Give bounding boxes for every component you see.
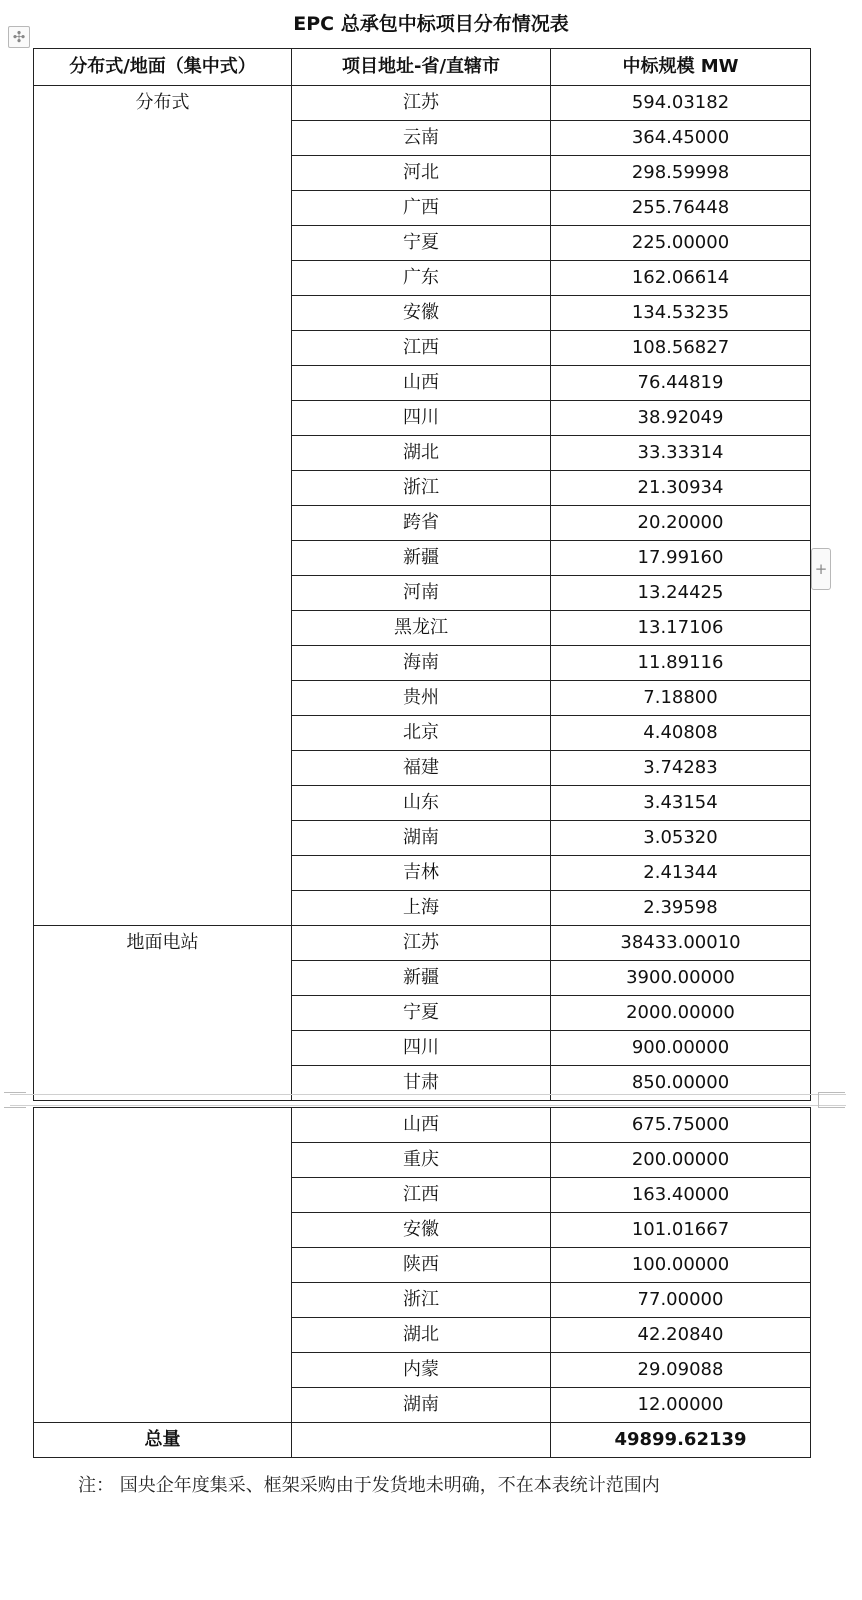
mw-cell: 13.24425 (551, 576, 811, 611)
mw-cell: 2000.00000 (551, 996, 811, 1031)
province-cell: 山西 (292, 1108, 551, 1143)
province-cell: 湖南 (292, 1388, 551, 1423)
province-cell: 浙江 (292, 1283, 551, 1318)
mw-cell: 100.00000 (551, 1248, 811, 1283)
mw-cell: 38.92049 (551, 401, 811, 436)
province-cell: 江苏 (292, 926, 551, 961)
mw-cell: 13.17106 (551, 611, 811, 646)
mw-cell: 2.39598 (551, 891, 811, 926)
mw-cell: 4.40808 (551, 716, 811, 751)
mw-cell: 3.05320 (551, 821, 811, 856)
province-cell: 江西 (292, 1178, 551, 1213)
province-cell: 甘肃 (292, 1066, 551, 1101)
province-cell: 贵州 (292, 681, 551, 716)
province-cell: 山西 (292, 366, 551, 401)
province-cell: 云南 (292, 121, 551, 156)
mw-cell: 17.99160 (551, 541, 811, 576)
province-cell: 海南 (292, 646, 551, 681)
mw-cell: 675.75000 (551, 1108, 811, 1143)
page-break-divider (10, 1094, 846, 1106)
mw-cell: 3900.00000 (551, 961, 811, 996)
province-cell: 福建 (292, 751, 551, 786)
header-province: 项目地址-省/直辖市 (292, 49, 551, 86)
mw-cell: 134.53235 (551, 296, 811, 331)
mw-cell: 21.30934 (551, 471, 811, 506)
category-cell: 地面电站 (34, 926, 292, 1101)
mw-cell: 2.41344 (551, 856, 811, 891)
page-break-marker-left (4, 1092, 26, 1108)
mw-cell: 101.01667 (551, 1213, 811, 1248)
category-cell-continued (34, 1108, 292, 1423)
mw-cell: 7.18800 (551, 681, 811, 716)
header-row (34, 49, 811, 86)
province-cell: 跨省 (292, 506, 551, 541)
province-cell: 广东 (292, 261, 551, 296)
province-cell: 新疆 (292, 541, 551, 576)
mw-cell: 900.00000 (551, 1031, 811, 1066)
mw-cell: 163.40000 (551, 1178, 811, 1213)
mw-cell: 77.00000 (551, 1283, 811, 1318)
category-cell: 分布式 (34, 86, 292, 926)
total-province (292, 1423, 551, 1458)
province-cell: 江西 (292, 331, 551, 366)
table-row (34, 86, 811, 121)
province-cell: 四川 (292, 401, 551, 436)
province-cell: 浙江 (292, 471, 551, 506)
mw-cell: 850.00000 (551, 1066, 811, 1101)
mw-cell: 162.06614 (551, 261, 811, 296)
table-row (34, 1108, 811, 1143)
table-row (34, 926, 811, 961)
mw-cell: 225.00000 (551, 226, 811, 261)
province-cell: 江苏 (292, 86, 551, 121)
province-cell: 内蒙 (292, 1353, 551, 1388)
province-cell: 广西 (292, 191, 551, 226)
mw-cell: 42.20840 (551, 1318, 811, 1353)
province-cell: 新疆 (292, 961, 551, 996)
province-cell: 宁夏 (292, 996, 551, 1031)
mw-cell: 38433.00010 (551, 926, 811, 961)
province-cell: 山东 (292, 786, 551, 821)
epc-distribution-table-page2 (33, 1107, 811, 1458)
table-title: EPC 总承包中标项目分布情况表 (293, 13, 569, 35)
mw-cell: 3.43154 (551, 786, 811, 821)
province-cell: 安徽 (292, 296, 551, 331)
mw-cell: 12.00000 (551, 1388, 811, 1423)
province-cell: 黑龙江 (292, 611, 551, 646)
header-type: 分布式/地面（集中式） (34, 49, 292, 86)
province-cell: 陕西 (292, 1248, 551, 1283)
mw-cell: 33.33314 (551, 436, 811, 471)
mw-cell: 594.03182 (551, 86, 811, 121)
province-cell: 宁夏 (292, 226, 551, 261)
total-mw: 49899.62139 (551, 1423, 811, 1458)
mw-cell: 200.00000 (551, 1143, 811, 1178)
province-cell: 上海 (292, 891, 551, 926)
mw-cell: 29.09088 (551, 1353, 811, 1388)
page-break-marker-right (818, 1092, 845, 1108)
mw-cell: 20.20000 (551, 506, 811, 541)
total-row (34, 1423, 811, 1458)
province-cell: 四川 (292, 1031, 551, 1066)
province-cell: 河南 (292, 576, 551, 611)
province-cell: 北京 (292, 716, 551, 751)
province-cell: 湖北 (292, 436, 551, 471)
table-move-handle-icon[interactable]: ✣ (8, 26, 30, 48)
province-cell: 湖北 (292, 1318, 551, 1353)
header-mw: 中标规模 MW (551, 49, 811, 86)
province-cell: 湖南 (292, 821, 551, 856)
add-row-icon[interactable]: + (811, 548, 831, 590)
province-cell: 吉林 (292, 856, 551, 891)
province-cell: 河北 (292, 156, 551, 191)
mw-cell: 364.45000 (551, 121, 811, 156)
province-cell: 安徽 (292, 1213, 551, 1248)
mw-cell: 76.44819 (551, 366, 811, 401)
mw-cell: 108.56827 (551, 331, 811, 366)
province-cell: 重庆 (292, 1143, 551, 1178)
mw-cell: 11.89116 (551, 646, 811, 681)
mw-cell: 255.76448 (551, 191, 811, 226)
epc-distribution-table-page1 (33, 48, 811, 1101)
mw-cell: 298.59998 (551, 156, 811, 191)
total-label: 总量 (34, 1423, 292, 1458)
footnote: 注： 国央企年度集采、框架采购由于发货地未明确，不在本表统计范围内 (78, 1475, 660, 1496)
mw-cell: 3.74283 (551, 751, 811, 786)
